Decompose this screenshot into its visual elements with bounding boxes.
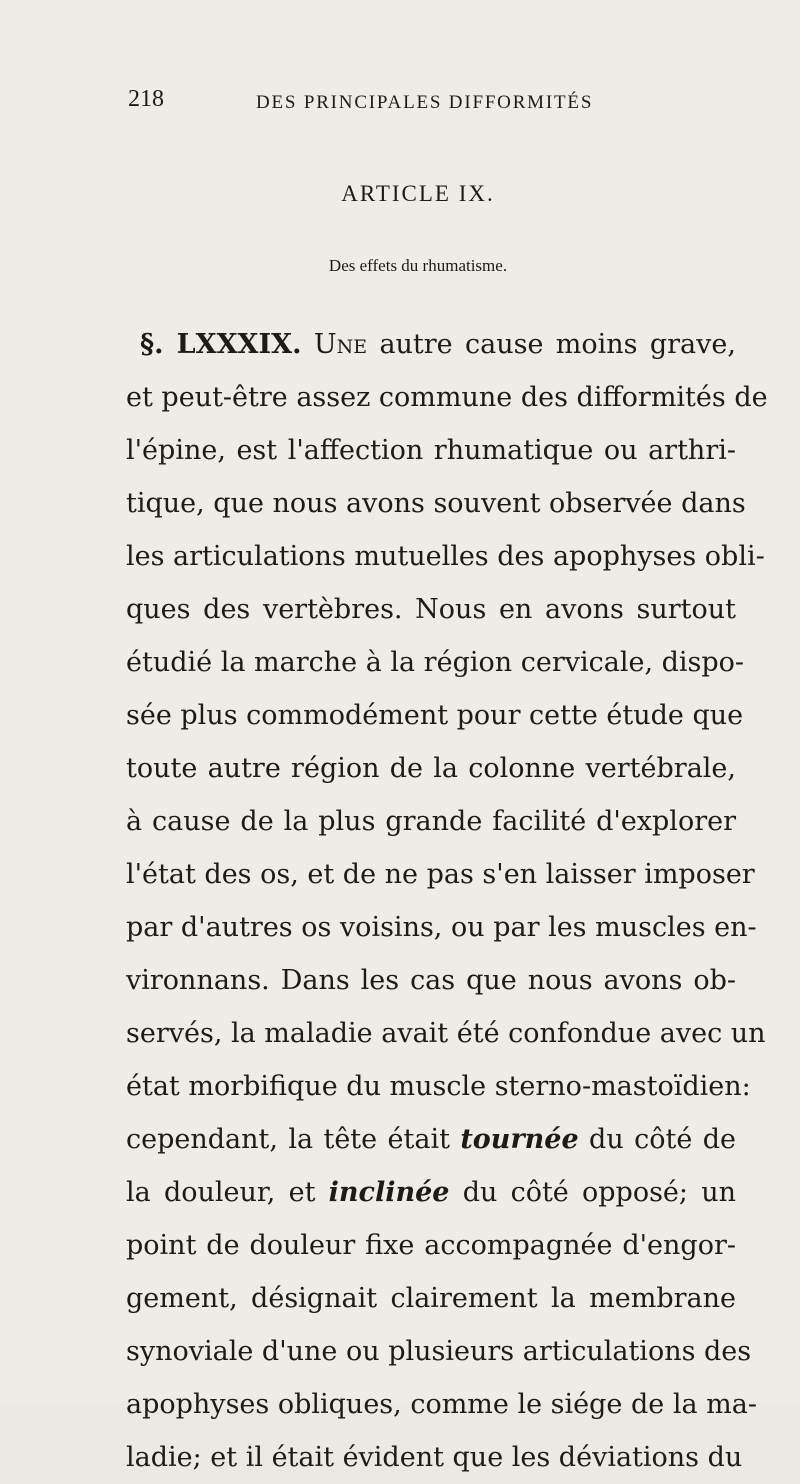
line-text: cependant, la tête était: [126, 1124, 450, 1155]
text-line: servés, la maladie avait été confondue avec un: [126, 1018, 766, 1049]
line-text: du côté de: [589, 1124, 736, 1155]
emphasis-inclinee: inclinée: [328, 1177, 450, 1208]
text-line: état morbifique du muscle sterno-mastoïdien:: [126, 1071, 751, 1102]
text-line: apophyses obliques, comme le siége de la ma-: [126, 1389, 757, 1420]
text-line: [126, 318, 736, 371]
section-number: §. LXXXIX.: [140, 329, 302, 360]
text-line: étudié la marche à la région cervicale, dispo-: [126, 647, 745, 678]
text-line: par d'autres os voisins, ou par les muscles en-: [126, 912, 757, 943]
line-text: du côté opposé; un: [462, 1177, 736, 1208]
text-line: gement, désignait clairement la membrane: [126, 1283, 736, 1314]
line-text: la douleur, et: [126, 1177, 316, 1208]
text-line: ladie; et il était évident que les déviations du: [126, 1442, 743, 1473]
text-line: à cause de la plus grande facilité d'explorer: [126, 806, 736, 837]
text-line: toute autre région de la colonne vertébrale,: [126, 753, 736, 784]
text-line: synoviale d'une ou plusieurs articulations des: [126, 1336, 752, 1367]
text-line: ques des vertèbres. Nous en avons surtout: [126, 594, 736, 625]
text-line: sée plus commodément pour cette étude que: [126, 700, 744, 731]
article-subtitle: Des effets du rhumatisme.: [328, 256, 508, 275]
running-head: [128, 86, 668, 116]
page-number: 218: [128, 86, 164, 112]
text-line: [126, 1113, 736, 1166]
text-line: point de douleur fixe accompagnée d'engor-: [126, 1230, 736, 1261]
article-title: ARTICLE IX.: [341, 181, 495, 206]
text-line: l'épine, est l'affection rhumatique ou arthri-: [126, 435, 736, 466]
body-paragraph: [126, 318, 768, 1484]
running-title: DES PRINCIPALES DIFFORMITÉS: [256, 92, 594, 113]
text-line: les articulations mutuelles des apophyses obli-: [126, 541, 765, 572]
lead-word: Une: [313, 329, 368, 360]
text-line: [126, 1166, 736, 1219]
text-line: vironnans. Dans les cas que nous avons ob-: [126, 965, 736, 996]
emphasis-tournee: tournée: [460, 1124, 579, 1155]
text-line: l'état des os, et de ne pas s'en laisser imposer: [126, 859, 755, 890]
text-line: et peut-être assez commune des difformités de: [126, 382, 768, 413]
line-text: autre cause moins grave,: [379, 329, 736, 360]
text-line: tique, que nous avons souvent observée dans: [126, 488, 746, 519]
